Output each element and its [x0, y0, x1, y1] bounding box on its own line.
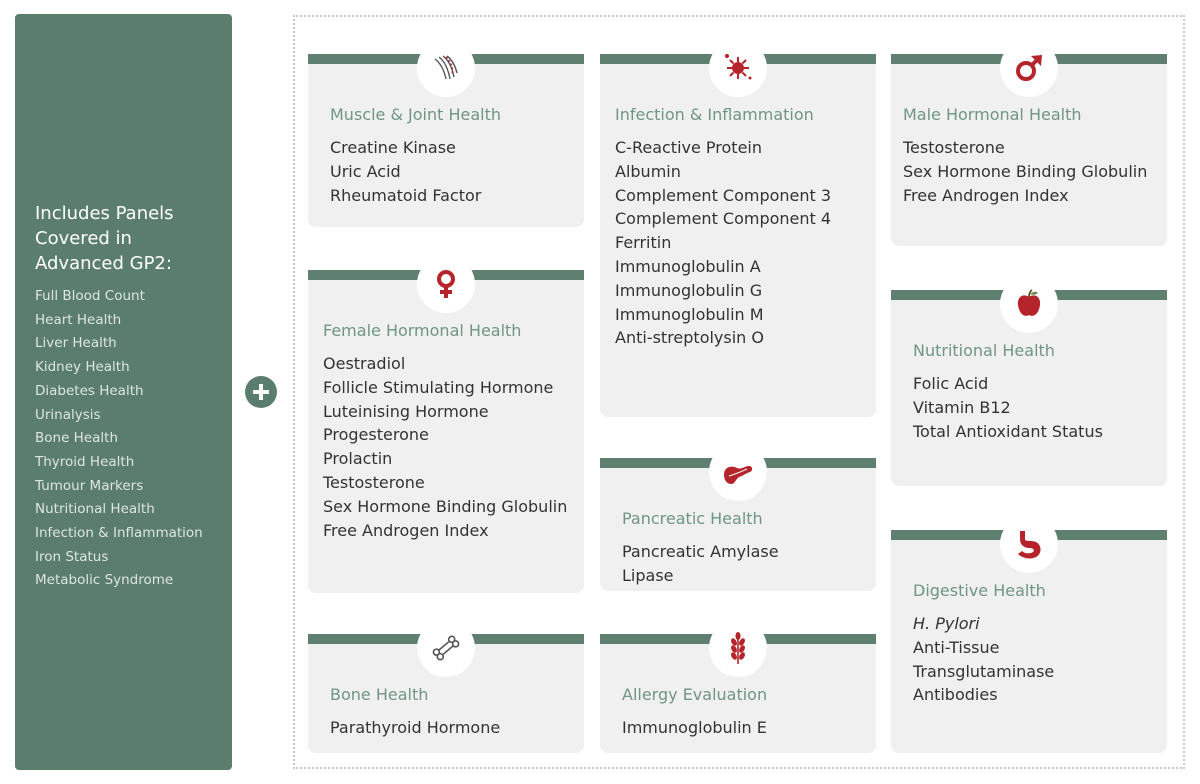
stomach-icon: [1000, 515, 1058, 573]
wheat-icon: [709, 619, 767, 677]
card-test-list: [615, 136, 831, 350]
list-item: Heart Health: [35, 311, 122, 328]
list-item: Antibodies: [913, 685, 998, 705]
list-item: Complement Component 3: [615, 185, 832, 205]
list-item: Follicle Stimulating Hormone: [323, 377, 554, 397]
card-title: Female Hormonal Health: [323, 321, 522, 340]
card-infection-inflammation: [600, 54, 876, 417]
list-item: Kidney Health: [35, 359, 130, 376]
list-item: Luteinising Hormone: [323, 401, 489, 421]
list-item: Pancreatic Amylase: [622, 542, 779, 561]
plus-icon: [245, 376, 277, 408]
list-item: Free Androgen Index: [323, 520, 489, 540]
list-item: Immunoglobulin M: [615, 304, 764, 324]
included-panels-list: [35, 285, 203, 593]
list-item: Oestradiol: [323, 354, 406, 373]
list-item: H. Pylori: [913, 614, 980, 633]
card-title: Pancreatic Health: [622, 509, 763, 528]
list-item: Liver Health: [35, 335, 117, 352]
list-item: Sex Hormone Binding Globulin: [323, 496, 568, 516]
joint-icon: [417, 39, 475, 97]
list-item: Immunoglobulin E: [622, 718, 767, 737]
list-item: Vitamin B12: [913, 397, 1011, 417]
card-title: Digestive Health: [913, 581, 1046, 600]
card-test-list: [330, 136, 481, 207]
list-item: Anti-streptolysin O: [615, 328, 764, 348]
list-item: Total Antioxidant Status: [913, 421, 1103, 441]
list-item: Complement Component 4: [615, 209, 832, 229]
card-digestive-health: [891, 530, 1167, 753]
list-item: Free Androgen Index: [903, 185, 1069, 205]
list-item: Anti-Tissue: [913, 637, 1000, 657]
pancreas-icon: [709, 443, 767, 501]
list-item: Testosterone: [903, 138, 1005, 157]
card-bone-health: [308, 634, 584, 753]
list-item: Immunoglobulin A: [615, 256, 761, 276]
included-panels-sidebar: [15, 14, 232, 770]
list-item: Folic Acid: [913, 374, 989, 393]
list-item: Rheumatoid Factor: [330, 185, 482, 205]
list-item: Prolactin: [323, 449, 393, 469]
list-item: Iron Status: [35, 548, 109, 565]
card-title: Allergy Evaluation: [622, 685, 768, 704]
apple-icon: [1000, 275, 1058, 333]
card-test-list: [622, 716, 767, 740]
card-pancreatic-health: [600, 458, 876, 591]
list-item: Lipase: [622, 565, 674, 585]
bone-icon: [417, 619, 475, 677]
female-symbol-icon: [417, 255, 475, 313]
card-female-hormonal-health: [308, 270, 584, 593]
card-test-list: [913, 372, 1103, 443]
list-item: Progesterone: [323, 425, 429, 445]
list-item: C-Reactive Protein: [615, 138, 762, 157]
card-title: Nutritional Health: [913, 341, 1055, 360]
card-nutritional-health: [891, 290, 1167, 486]
card-muscle-joint-health: [308, 54, 584, 227]
list-item: Metabolic Syndrome: [35, 572, 174, 589]
list-item: Infection & Inflammation: [35, 525, 203, 542]
list-item: Ferritin: [615, 233, 672, 253]
list-item: Tumour Markers: [35, 477, 144, 494]
list-item: Transglutaminase: [913, 661, 1055, 681]
list-item: Nutritional Health: [35, 501, 155, 518]
list-item: Urinalysis: [35, 406, 101, 423]
card-title: Male Hormonal Health: [903, 105, 1082, 124]
card-test-list: [903, 136, 1147, 207]
card-test-list: [913, 612, 1054, 707]
list-item: Immunoglobulin G: [615, 280, 763, 300]
list-item: Albumin: [615, 161, 681, 181]
sidebar-heading: Includes Panels Covered in Advanced GP2:: [35, 203, 174, 274]
card-test-list: [323, 352, 567, 542]
card-test-list: [622, 540, 779, 588]
list-item: Diabetes Health: [35, 382, 144, 399]
list-item: Full Blood Count: [35, 288, 145, 304]
card-male-hormonal-health: [891, 54, 1167, 246]
list-item: Parathyroid Hormone: [330, 718, 501, 737]
card-test-list: [330, 716, 500, 740]
list-item: Uric Acid: [330, 161, 401, 181]
card-allergy-evaluation: [600, 634, 876, 753]
card-title: Infection & Inflammation: [615, 105, 814, 124]
list-item: Testosterone: [323, 472, 425, 492]
list-item: Bone Health: [35, 430, 119, 447]
list-item: Sex Hormone Binding Globulin: [903, 161, 1148, 181]
card-title: Muscle & Joint Health: [330, 105, 502, 124]
card-title: Bone Health: [330, 685, 429, 704]
male-symbol-icon: [1000, 39, 1058, 97]
list-item: Thyroid Health: [35, 453, 135, 470]
list-item: Creatine Kinase: [330, 138, 456, 157]
virus-icon: [709, 39, 767, 97]
